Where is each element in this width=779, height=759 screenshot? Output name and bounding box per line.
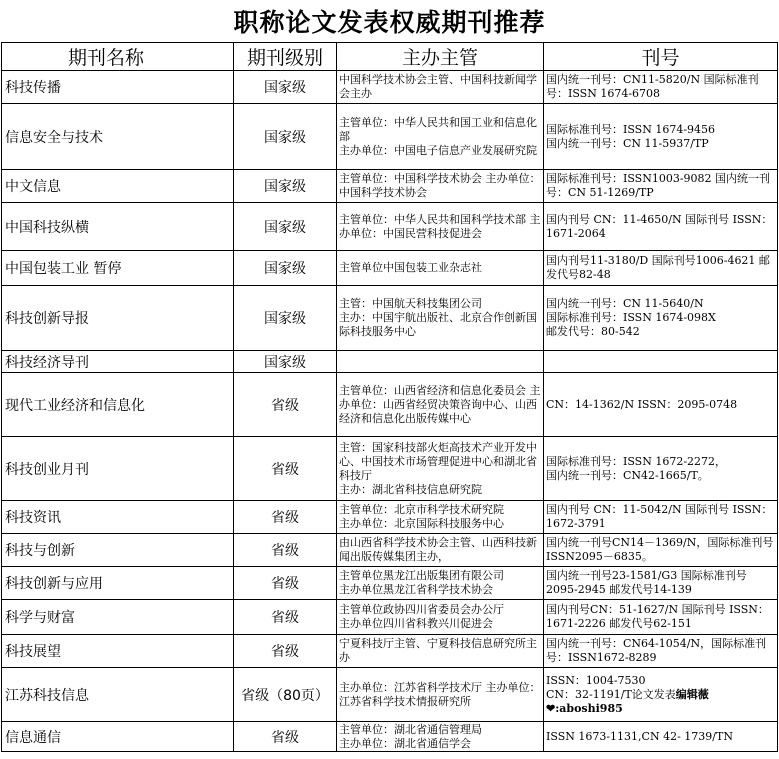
- editor-label: 编辑薇: [675, 687, 709, 701]
- journal-level: 国家级: [234, 170, 337, 203]
- journal-issn: [544, 722, 778, 752]
- journal-name: 科技经济导刊: [2, 351, 234, 373]
- journal-issn: [544, 668, 778, 722]
- table-row: [2, 437, 778, 501]
- journal-sponsor: [337, 437, 544, 501]
- journal-level: 国家级: [234, 251, 337, 286]
- sponsor-line: 主办单位：湖北省通信学会: [339, 736, 471, 750]
- issn-line: 国内统一刊号：CN 11-5640/N: [546, 297, 704, 310]
- journal-name: 中国科技纵横: [2, 203, 234, 251]
- journal-level: 国家级: [234, 351, 337, 373]
- journal-sponsor: [337, 501, 544, 534]
- issn-line: ISSN 1673-1131,CN 42- 1739/TN: [546, 729, 733, 743]
- sponsor-line: 主管单位政协四川省委员会办公厅: [339, 603, 504, 616]
- journal-issn: [544, 635, 778, 668]
- journal-level: 省级: [234, 722, 337, 752]
- journal-level: 国家级: [234, 286, 337, 351]
- journal-level: 国家级: [234, 203, 337, 251]
- journal-issn: [544, 373, 778, 437]
- sponsor-line: 宁夏科技厅主管、宁夏科技信息研究所主办: [339, 637, 537, 664]
- issn-line: 国内刊号11-3180/D 国际刊号1006-4621 邮发代号82-48: [546, 254, 770, 281]
- sponsor-line: 主办单位黑龙江省科学技术协会: [339, 583, 493, 596]
- header-sponsor: 主办主管: [337, 43, 544, 71]
- journal-issn: [544, 203, 778, 251]
- sponsor-line: 主办单位：江苏省科学技术厅 主办单位：江苏省科学技术情报研究所: [339, 680, 541, 708]
- sponsor-line: 主管单位：中华人民共和国工业和信息化部: [339, 115, 537, 143]
- journal-name: 江苏科技信息: [2, 668, 234, 722]
- table-row: [2, 635, 778, 668]
- table-row: [2, 170, 778, 203]
- journal-sponsor: [337, 251, 544, 286]
- journal-issn: [544, 251, 778, 286]
- issn-line: 国际标准刊号：ISSN 1674-9456: [546, 122, 716, 136]
- sponsor-line: 主管：国家科技部火炬高技术产业开发中心、中国技术市场管理促进中心和湖北省科技厅: [339, 440, 537, 482]
- journal-level: 省级: [234, 635, 337, 668]
- journal-name: 科技资讯: [2, 501, 234, 534]
- table-row: [2, 668, 778, 722]
- journal-sponsor: [337, 286, 544, 351]
- sponsor-line: 主管单位：山西省经济和信息化委员会 主办单位：山西省经贸决策咨询中心、山西经济和信息化出版传媒中心: [339, 383, 541, 425]
- journal-name: 科技创业月刊: [2, 437, 234, 501]
- sponsor-line: 主办单位：北京国际科技服务中心: [339, 517, 504, 530]
- issn-line: 国内刊号 CN：11-4650/N 国际刊号 ISSN：1671-2064: [546, 212, 773, 240]
- table-row: [2, 104, 778, 170]
- journal-sponsor: [337, 635, 544, 668]
- sponsor-line: 主管单位：湖北省通信管理局: [339, 722, 482, 736]
- table-row: [2, 722, 778, 752]
- table-row: [2, 373, 778, 437]
- issn-line: 国内统一刊号：CN64-1054/N，国际标准刊号：ISSN1672-8289: [546, 637, 767, 664]
- issn-line: [546, 688, 775, 702]
- sponsor-line: 主管单位中国包装工业杂志社: [339, 261, 482, 274]
- sponsor-line: 中国科学技术协会主管、中国科技新闻学会主办: [339, 73, 537, 100]
- journal-issn: [544, 286, 778, 351]
- sponsor-line: 主办单位：中国电子信息产业发展研究院: [339, 143, 537, 157]
- journal-sponsor: [337, 104, 544, 170]
- issn-line: 国际标准刊号：ISSN1003-9082 国内统一刊号：CN 51-1269/TP: [546, 172, 771, 199]
- table-row: [2, 534, 778, 567]
- journal-table: [1, 42, 778, 752]
- issn-line: ISSN：1004-7530: [546, 673, 646, 687]
- journal-issn: [544, 71, 778, 104]
- journal-name: 科学与财富: [2, 600, 234, 635]
- journal-sponsor: [337, 170, 544, 203]
- journal-sponsor: [337, 71, 544, 104]
- journal-name: 科技与创新: [2, 534, 234, 567]
- journal-sponsor: [337, 600, 544, 635]
- sponsor-line: 主管：中国航天科技集团公司: [339, 297, 482, 310]
- journal-name: 信息通信: [2, 722, 234, 752]
- header-issn: 刊号: [544, 43, 778, 71]
- table-row: [2, 351, 778, 373]
- journal-name: 信息安全与技术: [2, 104, 234, 170]
- journal-level: 省级: [234, 567, 337, 600]
- journal-sponsor: [337, 567, 544, 600]
- journal-issn: [544, 351, 778, 373]
- journal-name: 科技创新与应用: [2, 567, 234, 600]
- journal-level: 国家级: [234, 104, 337, 170]
- issn-line: 国际标准刊号：ISSN 1674-098X: [546, 311, 716, 324]
- sponsor-line: 由山西省科学技术协会主管、山西科技新闻出版传媒集团主办，: [339, 536, 537, 563]
- sponsor-line: 主管单位：中国科学技术协会 主办单位：中国科学技术协会: [339, 172, 541, 199]
- table-row: [2, 600, 778, 635]
- table-row: [2, 251, 778, 286]
- journal-issn: [544, 104, 778, 170]
- sponsor-line: 主办：中国宇航出版社、北京合作创新国际科技服务中心: [339, 311, 537, 338]
- table-row: [2, 501, 778, 534]
- sponsor-line: 主办单位四川省科教兴川促进会: [339, 617, 493, 630]
- journal-sponsor: [337, 534, 544, 567]
- table-row: [2, 567, 778, 600]
- sponsor-line: 主管单位：中华人民共和国科学技术部 主办单位：中国民营科技促进会: [339, 212, 541, 240]
- sponsor-line: 主管单位黑龙江出版集团有限公司: [339, 569, 504, 582]
- journal-name: 科技展望: [2, 635, 234, 668]
- issn-line: 邮发代号：80-542: [546, 325, 640, 338]
- journal-sponsor: [337, 668, 544, 722]
- issn-line: 国内统一刊号23-1581/G3 国际标准刊号2095-2945 邮发代号14-139: [546, 569, 747, 596]
- header-journal-name: 期刊名称: [2, 43, 234, 71]
- journal-sponsor: [337, 203, 544, 251]
- table-row: [2, 203, 778, 251]
- page-title: 职称论文发表权威期刊推荐: [233, 8, 546, 37]
- journal-sponsor: [337, 351, 544, 373]
- journal-sponsor: [337, 722, 544, 752]
- table-row: [2, 286, 778, 351]
- header-journal-level: 期刊级别: [234, 43, 337, 71]
- journal-name: 中国包装工业 暂停: [2, 251, 234, 286]
- issn-line-text: CN：32-1191/T论文发表: [546, 687, 676, 701]
- journal-level: 省级: [234, 373, 337, 437]
- journal-level: 省级（80页）: [234, 668, 337, 722]
- journal-name: 科技创新导报: [2, 286, 234, 351]
- issn-line: 国内统一刊号CN14－1369/N，国际标准刊号ISSN2095－6835。: [546, 536, 774, 563]
- issn-line: 国内统一刊号：CN 11-5937/TP: [546, 136, 709, 150]
- sponsor-line: 主管单位：北京市科学技术研究院: [339, 503, 504, 516]
- journal-issn: [544, 501, 778, 534]
- journal-level: 国家级: [234, 71, 337, 104]
- journal-level: 省级: [234, 437, 337, 501]
- table-row: [2, 71, 778, 104]
- issn-line: 国内统一刊号：CN11-5820/N 国际标准刊号：ISSN 1674-6708: [546, 73, 759, 100]
- journal-issn: [544, 437, 778, 501]
- issn-line: CN：14-1362/N ISSN：2095-0748: [546, 397, 738, 411]
- contact-line: ❤:aboshi985: [546, 701, 623, 715]
- issn-line: 国内刊号CN：51-1627/N 国际刊号 ISSN：1671-2226 邮发代号62-151: [546, 603, 769, 630]
- journal-issn: [544, 567, 778, 600]
- journal-issn: [544, 170, 778, 203]
- journal-name: 现代工业经济和信息化: [2, 373, 234, 437]
- journal-issn: [544, 600, 778, 635]
- journal-level: 省级: [234, 534, 337, 567]
- journal-level: 省级: [234, 600, 337, 635]
- journal-name: 科技传播: [2, 71, 234, 104]
- journal-name: 中文信息: [2, 170, 234, 203]
- journal-level: 省级: [234, 501, 337, 534]
- issn-line: 国内统一刊号：CN42-1665/T。: [546, 468, 709, 482]
- header-row: [2, 43, 778, 71]
- journal-issn: [544, 534, 778, 567]
- issn-line: 国际标准刊号：ISSN 1672-2272，: [546, 454, 727, 468]
- issn-line: 国内刊号 CN：11-5042/N 国际刊号 ISSN：1672-3791: [546, 503, 773, 530]
- sponsor-line: 主办：湖北省科技信息研究院: [339, 482, 482, 496]
- journal-sponsor: [337, 373, 544, 437]
